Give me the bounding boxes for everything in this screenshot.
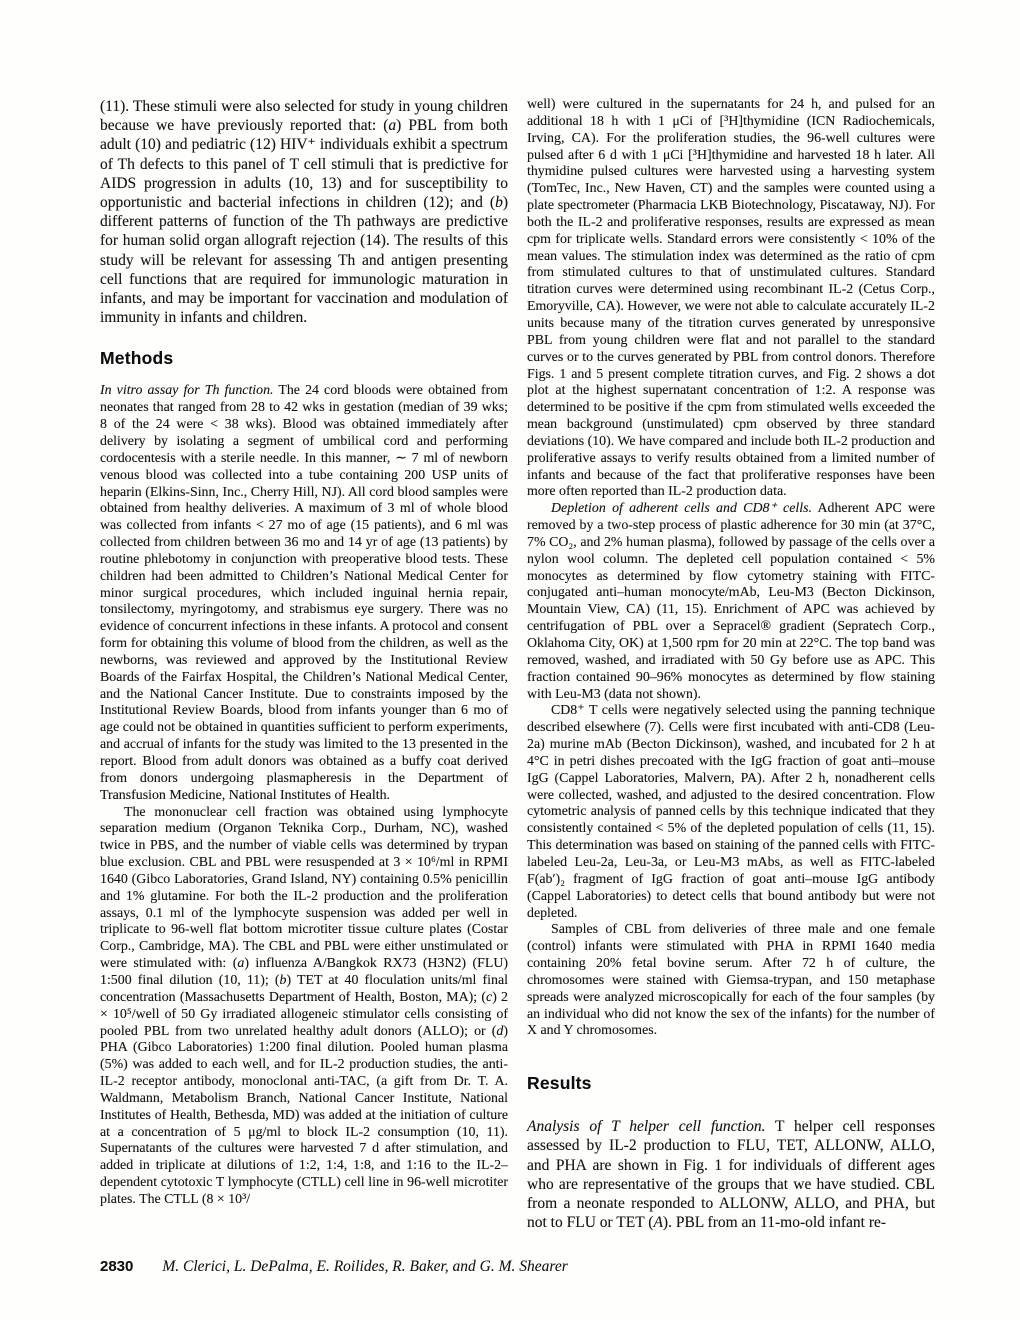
results-paragraph: Analysis of T helper cell function. T helper cell responses assessed by IL-2 production to FLU, TET, ALLONW, ALLO, and PHA are shown in Fig. 1 for individuals of different ages who are representative of the groups that we have studied. CBL from a neonate responded to ALLONW, ALLO, and PHA, but not to FLU or TET (A). PBL from an 11-mo-old infant re- — [527, 1118, 935, 1232]
page-number: 2830 — [100, 1258, 134, 1275]
right-column — [527, 97, 935, 1232]
methods-paragraph-chromosomes: Samples of CBL from deliveries of three male and one female (control) infants were stimulated with PHA in RPMI 1640 media containing 20% fetal bovine serum. After 72 h of culture, the chromosomes were stained with Giemsa-trypan, and 150 metaphase spreads were analyzed microscopically for each of the four samples (by an individual who did not know the sex of the infants) for the number of X and Y chromosomes. — [527, 922, 935, 1039]
methods-paragraph-culture: well) were cultured in the supernatants for 24 h, and pulsed for an additional 18 h with 1 μCi of [³H]thymidine (ICN Radiochemicals, Irving, CA). For the proliferation studies, the 96-well cultures were pulsed after 6 d with 1 μCi [³H]thymidine and harvested 18 h later. All thymidine pulsed cultures were harvested using a harvesting system (TomTec, Inc., New Haven, CT) and the samples were counted using a plate spectrometer (Pharmacia LKB Biotechnology, Piscataway, NJ). For both the IL-2 and proliferative responses, results are expressed as mean cpm for triplicate wells. Standard errors were consistently < 10% of the mean values. The stimulation index was determined as the ratio of cpm from stimulated cultures to that of unstimulated cultures. Standard titration curves were determined using recombinant IL-2 (Cetus Corp., Emoryville, CA). However, we were not able to calculate accurately IL-2 units because many of the titration curves generated by unresponsive PBL from young children were flat and not parallel to the standard curves or to the curves generated by PBL from control donors. Therefore Figs. 1 and 5 present complete titration curves, and Fig. 2 shows a dot plot at the highest supernatant concentration of 1:2. A response was determined to be positive if the cpm from stimulated wells exceeded the mean background (unstimulated) cpm observed by three standard deviations (10). We have compared and include both IL-2 production and proliferative assays to verify results obtained from a limited number of infants and because of the fact that proliferative responses have been more often reported than IL-2 production data. — [527, 97, 935, 500]
page-footer — [100, 1258, 960, 1276]
methods-paragraph-depletion: Depletion of adherent cells and CD8⁺ cells. Adherent APC were removed by a two-step process of plastic adherence for 30 min (at 37°C, 7% CO₂, and 2% human plasma), followed by passage of the cells over a nylon wool column. The depleted cell population contained < 5% monocytes as determined by flow cytometry staining with FITC-conjugated anti–human monocyte/mAb, Leu-M3 (Becton Dickinson, Mountain View, CA) (11, 15). Enrichment of APC was achieved by centrifugation of PBL over a Sepracel® gradient (Sepratech Corp., Oklahoma City, OK) at 1,500 rpm for 20 min at 22°C. The top band was removed, washed, and irradiated with 50 Gy before use as APC. This fraction contained 90–96% monocytes as determined by flow staining with Leu-M3 (data not shown). — [527, 501, 935, 702]
left-column — [100, 97, 508, 1209]
methods-paragraph-invitro: In vitro assay for Th function. The 24 cord bloods were obtained from neonates that ranged from 28 to 42 wks in gestation (median of 39 wks; 8 of the 24 were < 38 wks). Blood was obtained immediately after delivery by isolating a segment of umbilical cord and performing cordocentesis with a sterile needle. In this manner, ∼ 7 ml of newborn venous blood was collected into a tube containing 200 USP units of heparin (Elkins-Sinn, Inc., Cherry Hill, NJ). All cord blood samples were obtained from healthy deliveries. A maximum of 3 ml of whole blood was collected from infants < 27 mo of age (15 patients), and 6 ml was collected from children between 36 mo and 14 yr of age (13 patients) by routine phlebotomy in conjunction with preoperative blood tests. These children had been admitted to Children’s National Medical Center for minor surgical procedures, which included inguinal hernia repair, tonsilectomy, myringotomy, and strabismus eye surgery. There was no evidence of concurrent infections in these infants. A protocol and consent form for obtaining this volume of blood from the children, as well as the newborns, was reviewed and approved by the Institutional Review Boards of the Fairfax Hospital, the Children’s National Medical Center, and the National Cancer Institute. Due to constraints imposed by the Institutional Review Boards, blood from infants younger than 6 mo of age could not be obtained in quantities sufficient to perform experiments, and accrual of infants for the study was limited to the 13 presented in the report. Blood from adult donors was obtained as a buffy coat derived from donors undergoing plasmapheresis in the Department of Transfusion Medicine, National Institutes of Health. — [100, 383, 508, 803]
results-heading: Results — [527, 1073, 592, 1094]
footer-authors: M. Clerici, L. DePalma, E. Roilides, R. Baker, and G. M. Shearer — [162, 1258, 568, 1275]
methods-paragraph-mononuclear: The mononuclear cell fraction was obtained using lymphocyte separation medium (Organon Teknika Corp., Durham, NC), washed twice in PBS, and the number of viable cells was determined by trypan blue exclusion. CBL and PBL were resuspended at 3 × 10⁶/ml in RPMI 1640 (Gibco Laboratories, Grand Island, NY) containing 0.5% penicillin and 1% glutamine. For both the IL-2 production and the proliferation assays, 0.1 ml of the lymphocyte suspension was added per well in triplicate to 96-well flat bottom microtiter tissue culture plates (Costar Corp., Cambridge, MA). The CBL and PBL were either unstimulated or were stimulated with: (a) influenza A/Bangkok RX73 (H3N2) (FLU) 1:500 final dilution (10, 11); (b) TET at 40 floculation units/ml final concentration (Massachusetts Department of Health, Boston, MA); (c) 2 × 10⁵/well of 50 Gy irradiated allogeneic stimulator cells consisting of pooled PBL from two unrelated healthy adult donors (ALLO); or (d) PHA (Gibco Laboratories) 1:200 final dilution. Pooled human plasma (5%) was added to each well, and for IL-2 production studies, the anti-IL-2 receptor antibody, monoclonal anti-TAC, (a gift from Dr. T. A. Waldmann, Metabolism Branch, National Cancer Institute, National Institutes of Health, Bethesda, MD) was added at the initiation of culture at a concentration of 5 μg/ml to block IL-2 consumption (10, 11). Supernatants of the cultures were harvested 7 d after stimulation, and added in triplicate at dilutions of 1:2, 1:4, 1:8, and 1:16 to the IL-2–dependent cytotoxic T lymphocyte (CTLL) cell line in 96-well microtiter plates. The CTLL (8 × 10³/ — [100, 804, 508, 1207]
intro-paragraph: (11). These stimuli were also selected for study in young children because we have previously reported that: (a) PBL from both adult (10) and pediatric (12) HIV⁺ individuals exhibit a spectrum of Th defects to this panel of T cell stimuli that is predictive for AIDS progression in adults (10, 13) and for susceptibility to opportunistic and bacterial infections in children (12); and (b) different patterns of function of the Th pathways are predictive for human solid organ allograft rejection (14). The results of this study will be relevant for assessing Th and antigen presenting cell functions that are required for immunologic maturation in infants, and may be important for vaccination and modulation of immunity in infants and children. — [100, 98, 508, 327]
methods-heading: Methods — [100, 348, 174, 369]
methods-paragraph-cd8-panning: CD8⁺ T cells were negatively selected using the panning technique described elsewhere (7). Cells were first incubated with anti-CD8 (Leu-2a) murine mAb (Becton Dickinson), washed, and incubated for 2 h at 4°C in petri dishes precoated with the IgG fraction of goat anti–mouse IgG (Cappel Laboratories, Malvern, PA). After 2 h, nonadherent cells were collected, washed, and adjusted to the desired concentration. Flow cytometric analysis of panned cells by this technique indicated that they consistently contained < 5% of the depleted population of cells (11, 15). This determination was based on staining of the panned cells with FITC-labeled Leu-2a, Leu-3a, or Leu-M3 mAbs, as well as FITC-labeled F(ab′)₂ fragment of IgG fraction of goat anti–mouse IgG antibody (Cappel Laboratories) to detect cells that bound antibody but were not depleted. — [527, 703, 935, 921]
